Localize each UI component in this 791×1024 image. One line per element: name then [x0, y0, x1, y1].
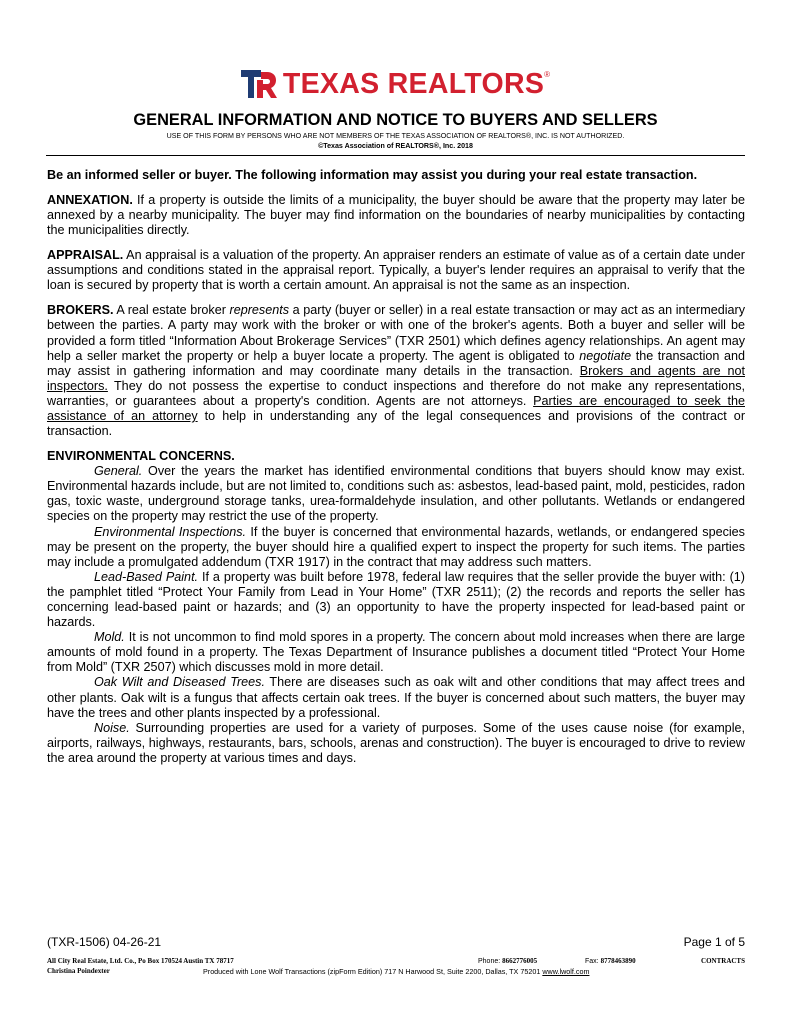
logo-registered-mark: ® [544, 69, 551, 79]
brokers-seek-attorney: Parties are encouraged to seek the assistance of an attorney [47, 393, 745, 423]
form-id: (TXR-1506) 04-26-21 [47, 935, 162, 949]
environmental-lead-paint [47, 570, 745, 630]
brokers-section [47, 303, 745, 439]
noise-text: Surrounding properties are used for a variety of purposes. Some of the uses cause noise (for example, airports, railways, highways, restaurants, bars, schools, arenas and construction). The buyer is encouraged to drive to review the area around the property at various times and days. [47, 720, 745, 765]
footer-fax-label: Fax: [585, 958, 599, 965]
annexation-text: If a property is outside the limits of a municipality, the buyer should be aware that the property may later be annexed by a nearby municipality. The buyer may find information on the boundaries of nearby municipalities by contacting the municipalities directly. [47, 192, 745, 238]
footer-phone-number: 8662776005 [502, 957, 538, 965]
oak-label: Oak Wilt and Diseased Trees. [94, 675, 265, 690]
brokers-negotiate: negotiate [579, 348, 632, 363]
footer-office: All City Real Estate, Ltd. Co., Po Box 170524 Austin TX 78717 [47, 957, 234, 965]
logo-group [241, 68, 550, 101]
mold-label: Mold. [94, 630, 125, 645]
lead-label: Lead-Based Paint. [94, 569, 199, 584]
mold-text: It is not uncommon to find mold spores in a property. The concern about mold increases when there are large amounts of mold found in a property. The Texas Department of Insurance publishes a document titled “Protect Your Home from Mold” (TXR 2507) which discusses mold in more detail. [47, 630, 745, 675]
environmental-heading: ENVIRONMENTAL CONCERNS. [47, 449, 235, 464]
footer-fax [585, 957, 636, 965]
annexation-heading: ANNEXATION. [47, 192, 133, 207]
inspections-text: If the buyer is concerned that environmental hazards, wetlands, or endangered species may be present on the property, the buyer should hire a qualified expert to inspect the property for such items. The parties may include a promulgated addendum (TXR 1917) in the contract that may address such matters. [47, 524, 745, 569]
footer-produced [203, 967, 589, 976]
general-label: General. [94, 464, 143, 479]
form-copyright: ©Texas Association of REALTORS®, Inc. 2018 [318, 142, 473, 150]
brokers-text-4: They do not possess the expertise to conduct inspections and therefore do not make any representations, warranties, or guarantees about a property's condition. Agents are not attorneys. [47, 378, 745, 408]
appraisal-section [47, 248, 745, 293]
environmental-noise [47, 721, 745, 766]
form-title: GENERAL INFORMATION AND NOTICE TO BUYERS AND SELLERS [133, 111, 658, 129]
page-number: Page 1 of 5 [683, 935, 745, 949]
lead-text: If a property was built before 1978, federal law requires that the seller provide the buyer with: (1) the pamphlet titled “Protect Your Family from Lead in Your Home” (TXR 2511); (2) the records and reports the seller has concerning lead-based paint or hazards; and (3) an opportunity to have the property inspected for lead-based paint or hazards. [47, 569, 745, 630]
intro-text: Be an informed seller or buyer. The following information may assist you during your real estate transaction. [47, 168, 698, 182]
brokers-not-inspectors: Brokers and agents are not inspectors. [47, 363, 746, 393]
brokers-text-1: A real estate broker [113, 303, 230, 318]
texas-realtors-logo [0, 66, 791, 102]
intro-paragraph [47, 168, 745, 183]
form-usage-notice: USE OF THIS FORM BY PERSONS WHO ARE NOT MEMBERS OF THE TEXAS ASSOCIATION OF REALTORS®, INC. IS NOT AUTHORIZED. [166, 132, 625, 140]
header-divider [46, 155, 745, 156]
environmental-heading-line [47, 449, 745, 464]
footer-contracts: CONTRACTS [701, 957, 745, 965]
noise-label: Noise. [94, 720, 130, 735]
brokers-text-5: to help in understanding any of the legal consequences and provisions of the contract or transaction. [47, 408, 746, 439]
footer-produced-text: Produced with Lone Wolf Transactions (zipForm Edition) 717 N Harwood St, Suite 2200, Dallas, TX 75201 [203, 967, 543, 976]
brokers-text-2: a party (buyer or seller) in a real estate transaction or may act as an intermediary between the parties. A party may work with the broker or with one of the broker's agents. Both a buyer and seller will be provided a form titled “Information About Brokerage Services” (TXR 2501) which defines agency relationships. An agent may help a seller market the property or help a buyer locate a property. The agent is obligated to [47, 303, 745, 363]
footer-phone-label: Phone: [478, 958, 501, 965]
environmental-inspections [47, 525, 745, 570]
brokers-heading: BROKERS. [47, 303, 114, 318]
lwolf-link[interactable]: www.lwolf.com [542, 967, 590, 976]
oak-text: There are diseases such as oak wilt and other conditions that may affect trees and other plants. Oak wilt is a fungus that affects certain oak trees. If the buyer is concerned about such matters, the buyer may have the trees and other plants inspected by a professional. [47, 675, 745, 720]
footer-agent: Christina Poindexter [47, 967, 110, 975]
footer-phone [478, 957, 537, 965]
brokers-text-3: the transaction and may assist in gathering information and may coordinate many details in the transaction. [47, 348, 745, 378]
brokers-represents: represents [229, 303, 290, 318]
inspections-label: Environmental Inspections. [94, 524, 247, 539]
environmental-mold [47, 630, 745, 675]
logo-wordmark: TEXAS REALTORS [282, 67, 545, 100]
annexation-section [47, 193, 745, 238]
texas-realtors-logo-icon [241, 68, 277, 100]
appraisal-heading: APPRAISAL. [47, 248, 124, 263]
environmental-general [47, 464, 745, 524]
general-text: Over the years the market has identified environmental conditions that buyers should know may exist. Environmental hazards include, but are not limited to, conditions such as: asbestos, lead-based paint, mold, pesticides, radon gas, toxic waste, underground storage tanks, urea-formaldehyde insulation, and other pollutants. Wetlands or endangered species on the property may restrict the use of the property. [47, 464, 745, 524]
form-body [47, 168, 745, 766]
appraisal-text: An appraisal is a valuation of the property. An appraiser renders an estimate of value as of a certain date under assumptions and conditions stated in the appraisal report. Typically, a buyer's lender requires an appraisal to verify that the loan is secured by property that is worth a certain amount. An appraisal is not the same as an inspection. [47, 248, 745, 293]
environmental-oak-wilt [47, 675, 745, 720]
footer-fax-number: 8778463890 [600, 957, 636, 965]
